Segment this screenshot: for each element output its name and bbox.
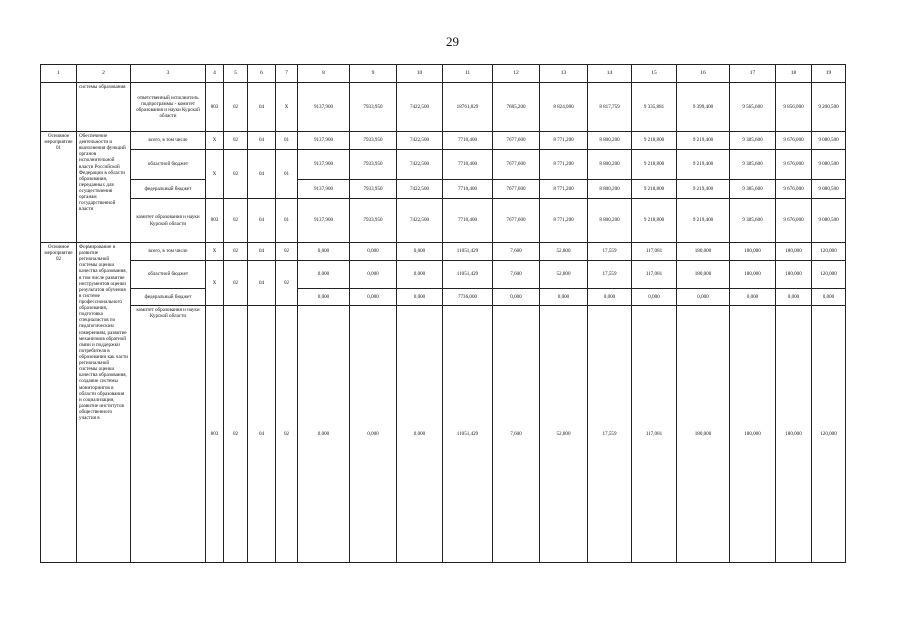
- table-cell: 9 218,800: [632, 150, 677, 180]
- header-cell: 16: [677, 65, 730, 83]
- table-cell: 7677,600: [493, 150, 540, 180]
- table-cell: 7422,500: [397, 199, 443, 243]
- table-cell: 52,800: [540, 306, 588, 563]
- table-cell: 9 676,000: [776, 150, 812, 180]
- table-cell: 120,000: [812, 261, 846, 289]
- table-cell: всего, в том числе: [131, 132, 206, 150]
- table-cell: 803: [206, 83, 224, 132]
- table-cell: 9 399,400: [677, 83, 730, 132]
- header-cell: 1: [41, 65, 77, 83]
- table-cell: Формирование и развитие региональной системы оценки качества образования, в том числе развитие инструментов оценки результатов обучения в системе профессионального образования, подготовка специалистов по педагогическим измерениям, развитие механизмов обратной связи и поддержки потребителя в образовании как части региональной системы оценки качества образования, создание системы мониторингов в области образования и социализации, развитие институтов общественного участия в: [77, 243, 131, 563]
- table-cell: 7422,500: [397, 180, 443, 199]
- table-cell: 9137,900: [298, 150, 350, 180]
- table-cell: 8 771,200: [540, 132, 588, 150]
- table-cell: 180,000: [730, 306, 776, 563]
- table-cell: комитет образования и науки Курской области: [131, 199, 206, 243]
- header-cell: 2: [77, 65, 131, 83]
- table-cell: 0,000: [776, 289, 812, 306]
- table-cell: 9 218,800: [632, 199, 677, 243]
- table-cell: 0,000: [540, 289, 588, 306]
- table-cell: 9 565,600: [730, 83, 776, 132]
- table-cell: 04: [248, 83, 276, 132]
- table-cell: 52,800: [540, 261, 588, 289]
- table-cell: 7677,600: [493, 180, 540, 199]
- table-cell: 7933,950: [350, 199, 397, 243]
- table-cell: 9 080,500: [812, 132, 846, 150]
- table-row: [41, 180, 846, 199]
- table-cell: 0,000: [397, 289, 443, 306]
- table-cell: 0,000: [298, 289, 350, 306]
- table-cell: 8 800,200: [588, 180, 632, 199]
- table-cell: 9 335,881: [632, 83, 677, 132]
- header-cell: 6: [248, 65, 276, 83]
- header-cell: 9: [350, 65, 397, 83]
- table-cell: 0,000: [493, 289, 540, 306]
- table-cell: 02: [276, 261, 298, 306]
- table-cell: 04: [248, 199, 276, 243]
- table-cell: 11051,429: [443, 243, 493, 261]
- page-number: 29: [446, 34, 459, 49]
- table-cell: 0,000: [350, 306, 397, 563]
- table-cell: 7933,950: [350, 150, 397, 180]
- table-cell: 52,800: [540, 243, 588, 261]
- header-cell: 8: [298, 65, 350, 83]
- table-cell: 120,000: [812, 306, 846, 563]
- table-cell: 9137,900: [298, 180, 350, 199]
- table-cell: 0,000: [397, 243, 443, 261]
- table-cell: ответственный исполнитель подпрограммы - комитет образования и науки Курской области: [131, 83, 206, 132]
- table-cell: X: [206, 150, 224, 199]
- table-cell: 180,000: [677, 261, 730, 289]
- table-cell: 9 080,500: [812, 150, 846, 180]
- table-cell: [41, 83, 77, 132]
- header-cell: 13: [540, 65, 588, 83]
- table-cell: 0,000: [350, 243, 397, 261]
- table-cell: 8 800,200: [588, 132, 632, 150]
- table-cell: 7710,400: [443, 132, 493, 150]
- table-cell: 02: [224, 306, 248, 563]
- header-cell: 4: [206, 65, 224, 83]
- table-cell: 7933,950: [350, 132, 397, 150]
- table-cell: 117,081: [632, 261, 677, 289]
- table-row: [41, 289, 846, 306]
- table-cell: 9 218,800: [632, 132, 677, 150]
- table-cell: X: [206, 132, 224, 150]
- table-cell: 803: [206, 306, 224, 563]
- table-cell: 01: [276, 132, 298, 150]
- table-row: [41, 132, 846, 150]
- table-cell: 9 080,500: [812, 199, 846, 243]
- table-cell: всего, в том числе: [131, 243, 206, 261]
- table-cell: 7685,200: [493, 83, 540, 132]
- table-cell: 9 676,000: [776, 199, 812, 243]
- table-row: [41, 261, 846, 289]
- table-cell: 7933,950: [350, 83, 397, 132]
- table-cell: 9 219,400: [677, 132, 730, 150]
- table-cell: 8 800,200: [588, 199, 632, 243]
- table-cell: 117,081: [632, 243, 677, 261]
- header-row: [41, 65, 846, 83]
- table-cell: 9 200,500: [812, 83, 846, 132]
- table-cell: 02: [224, 150, 248, 199]
- table-cell: 7,600: [493, 261, 540, 289]
- table-cell: 8 817,759: [588, 83, 632, 132]
- table-cell: 7422,500: [397, 83, 443, 132]
- table-cell: 04: [248, 243, 276, 261]
- table-cell: 9137,900: [298, 132, 350, 150]
- table-row: [41, 306, 846, 563]
- table-cell: областной бюджет: [131, 150, 206, 180]
- table-cell: 0,000: [588, 289, 632, 306]
- table-cell: 17,559: [588, 243, 632, 261]
- header-cell: 7: [276, 65, 298, 83]
- table-row: [41, 243, 846, 261]
- header-cell: 10: [397, 65, 443, 83]
- table-cell: 02: [224, 261, 248, 306]
- table-cell: Обеспечение деятельности и выполнения функций органов исполнительной власти Российской Федерации в области образования, переданных для осуществления органам государственной власти: [77, 132, 131, 243]
- table-cell: 0,000: [350, 261, 397, 289]
- table-cell: Основное мероприятие 02: [41, 243, 77, 563]
- table-cell: 0,000: [812, 289, 846, 306]
- table-cell: 9 385,600: [730, 199, 776, 243]
- table-cell: системы образования: [77, 83, 131, 132]
- table-cell: 0,000: [298, 243, 350, 261]
- table-cell: 9 219,400: [677, 150, 730, 180]
- table-cell: 02: [224, 83, 248, 132]
- table-cell: 803: [206, 199, 224, 243]
- table-cell: 180,000: [677, 306, 730, 563]
- table-cell: 02: [224, 243, 248, 261]
- table-row: [41, 199, 846, 243]
- table-cell: 7710,400: [443, 199, 493, 243]
- table-cell: 9 856,000: [776, 83, 812, 132]
- table-cell: 04: [248, 150, 276, 199]
- table-cell: 9 219,400: [677, 180, 730, 199]
- table-cell: 180,000: [776, 306, 812, 563]
- table-cell: 8 824,000: [540, 83, 588, 132]
- table-cell: 7422,500: [397, 150, 443, 180]
- table-cell: 02: [224, 132, 248, 150]
- table-cell: областной бюджет: [131, 261, 206, 289]
- table-cell: 7933,950: [350, 180, 397, 199]
- header-cell: 5: [224, 65, 248, 83]
- table-cell: 9 385,600: [730, 180, 776, 199]
- table-cell: 120,000: [812, 243, 846, 261]
- table-cell: 8 800,200: [588, 150, 632, 180]
- header-cell: 18: [776, 65, 812, 83]
- header-cell: 17: [730, 65, 776, 83]
- table-cell: 9137,900: [298, 83, 350, 132]
- table-cell: федеральный бюджет: [131, 180, 206, 199]
- table-cell: X: [276, 83, 298, 132]
- header-cell: 11: [443, 65, 493, 83]
- table-cell: 180,000: [776, 261, 812, 289]
- table-cell: 7710,400: [443, 180, 493, 199]
- header-cell: 14: [588, 65, 632, 83]
- table-cell: 01: [276, 150, 298, 199]
- table-cell: 180,000: [677, 243, 730, 261]
- table-cell: 7710,400: [443, 150, 493, 180]
- table-cell: 9 219,400: [677, 199, 730, 243]
- table-cell: 8 771,200: [540, 180, 588, 199]
- table-cell: 0,000: [632, 289, 677, 306]
- budget-table: [40, 64, 846, 563]
- table-cell: 02: [276, 306, 298, 563]
- table-cell: 0,000: [397, 306, 443, 563]
- table-cell: 9 218,800: [632, 180, 677, 199]
- table-cell: 9 080,500: [812, 180, 846, 199]
- header-cell: 19: [812, 65, 846, 83]
- table-cell: 180,000: [730, 243, 776, 261]
- table-cell: 0,000: [677, 289, 730, 306]
- table-cell: X: [206, 261, 224, 306]
- table-cell: 7,600: [493, 306, 540, 563]
- table-cell: 17,559: [588, 306, 632, 563]
- header-cell: 3: [131, 65, 206, 83]
- table-cell: 9 385,600: [730, 132, 776, 150]
- table-cell: федеральный бюджет: [131, 289, 206, 306]
- table-cell: 9 385,600: [730, 150, 776, 180]
- table-cell: 04: [248, 132, 276, 150]
- table-cell: X: [206, 243, 224, 261]
- table-cell: комитет образования и науки Курской области: [131, 306, 206, 563]
- table-row: [41, 83, 846, 132]
- table-cell: 02: [276, 243, 298, 261]
- table-cell: 0,000: [350, 289, 397, 306]
- header-cell: 12: [493, 65, 540, 83]
- table-cell: 7677,600: [493, 199, 540, 243]
- header-cell: 15: [632, 65, 677, 83]
- table-cell: 11051,429: [443, 261, 493, 289]
- table-cell: 7,600: [493, 243, 540, 261]
- table-row: [41, 150, 846, 180]
- table-cell: 180,000: [730, 261, 776, 289]
- table-cell: 17,559: [588, 261, 632, 289]
- table-cell: 02: [224, 199, 248, 243]
- table-cell: 9137,900: [298, 199, 350, 243]
- table-cell: 7677,600: [493, 132, 540, 150]
- table-cell: 7422,500: [397, 132, 443, 150]
- table-cell: 0,000: [298, 306, 350, 563]
- table-cell: 9 676,000: [776, 180, 812, 199]
- table-cell: 18761,829: [443, 83, 493, 132]
- table-cell: 9 676,000: [776, 132, 812, 150]
- table-cell: 8 771,200: [540, 199, 588, 243]
- table-cell: 117,081: [632, 306, 677, 563]
- table-cell: 8 771,200: [540, 150, 588, 180]
- table-cell: 0,000: [397, 261, 443, 289]
- table-cell: 0,000: [298, 261, 350, 289]
- table-cell: 180,000: [776, 243, 812, 261]
- table-cell: 0,000: [730, 289, 776, 306]
- table-cell: 7736,000: [443, 289, 493, 306]
- table-cell: 04: [248, 306, 276, 563]
- table-cell: 01: [276, 199, 298, 243]
- table-cell: 11051,429: [443, 306, 493, 563]
- table-cell: Основное мероприятие 01: [41, 132, 77, 243]
- table-cell: 04: [248, 261, 276, 306]
